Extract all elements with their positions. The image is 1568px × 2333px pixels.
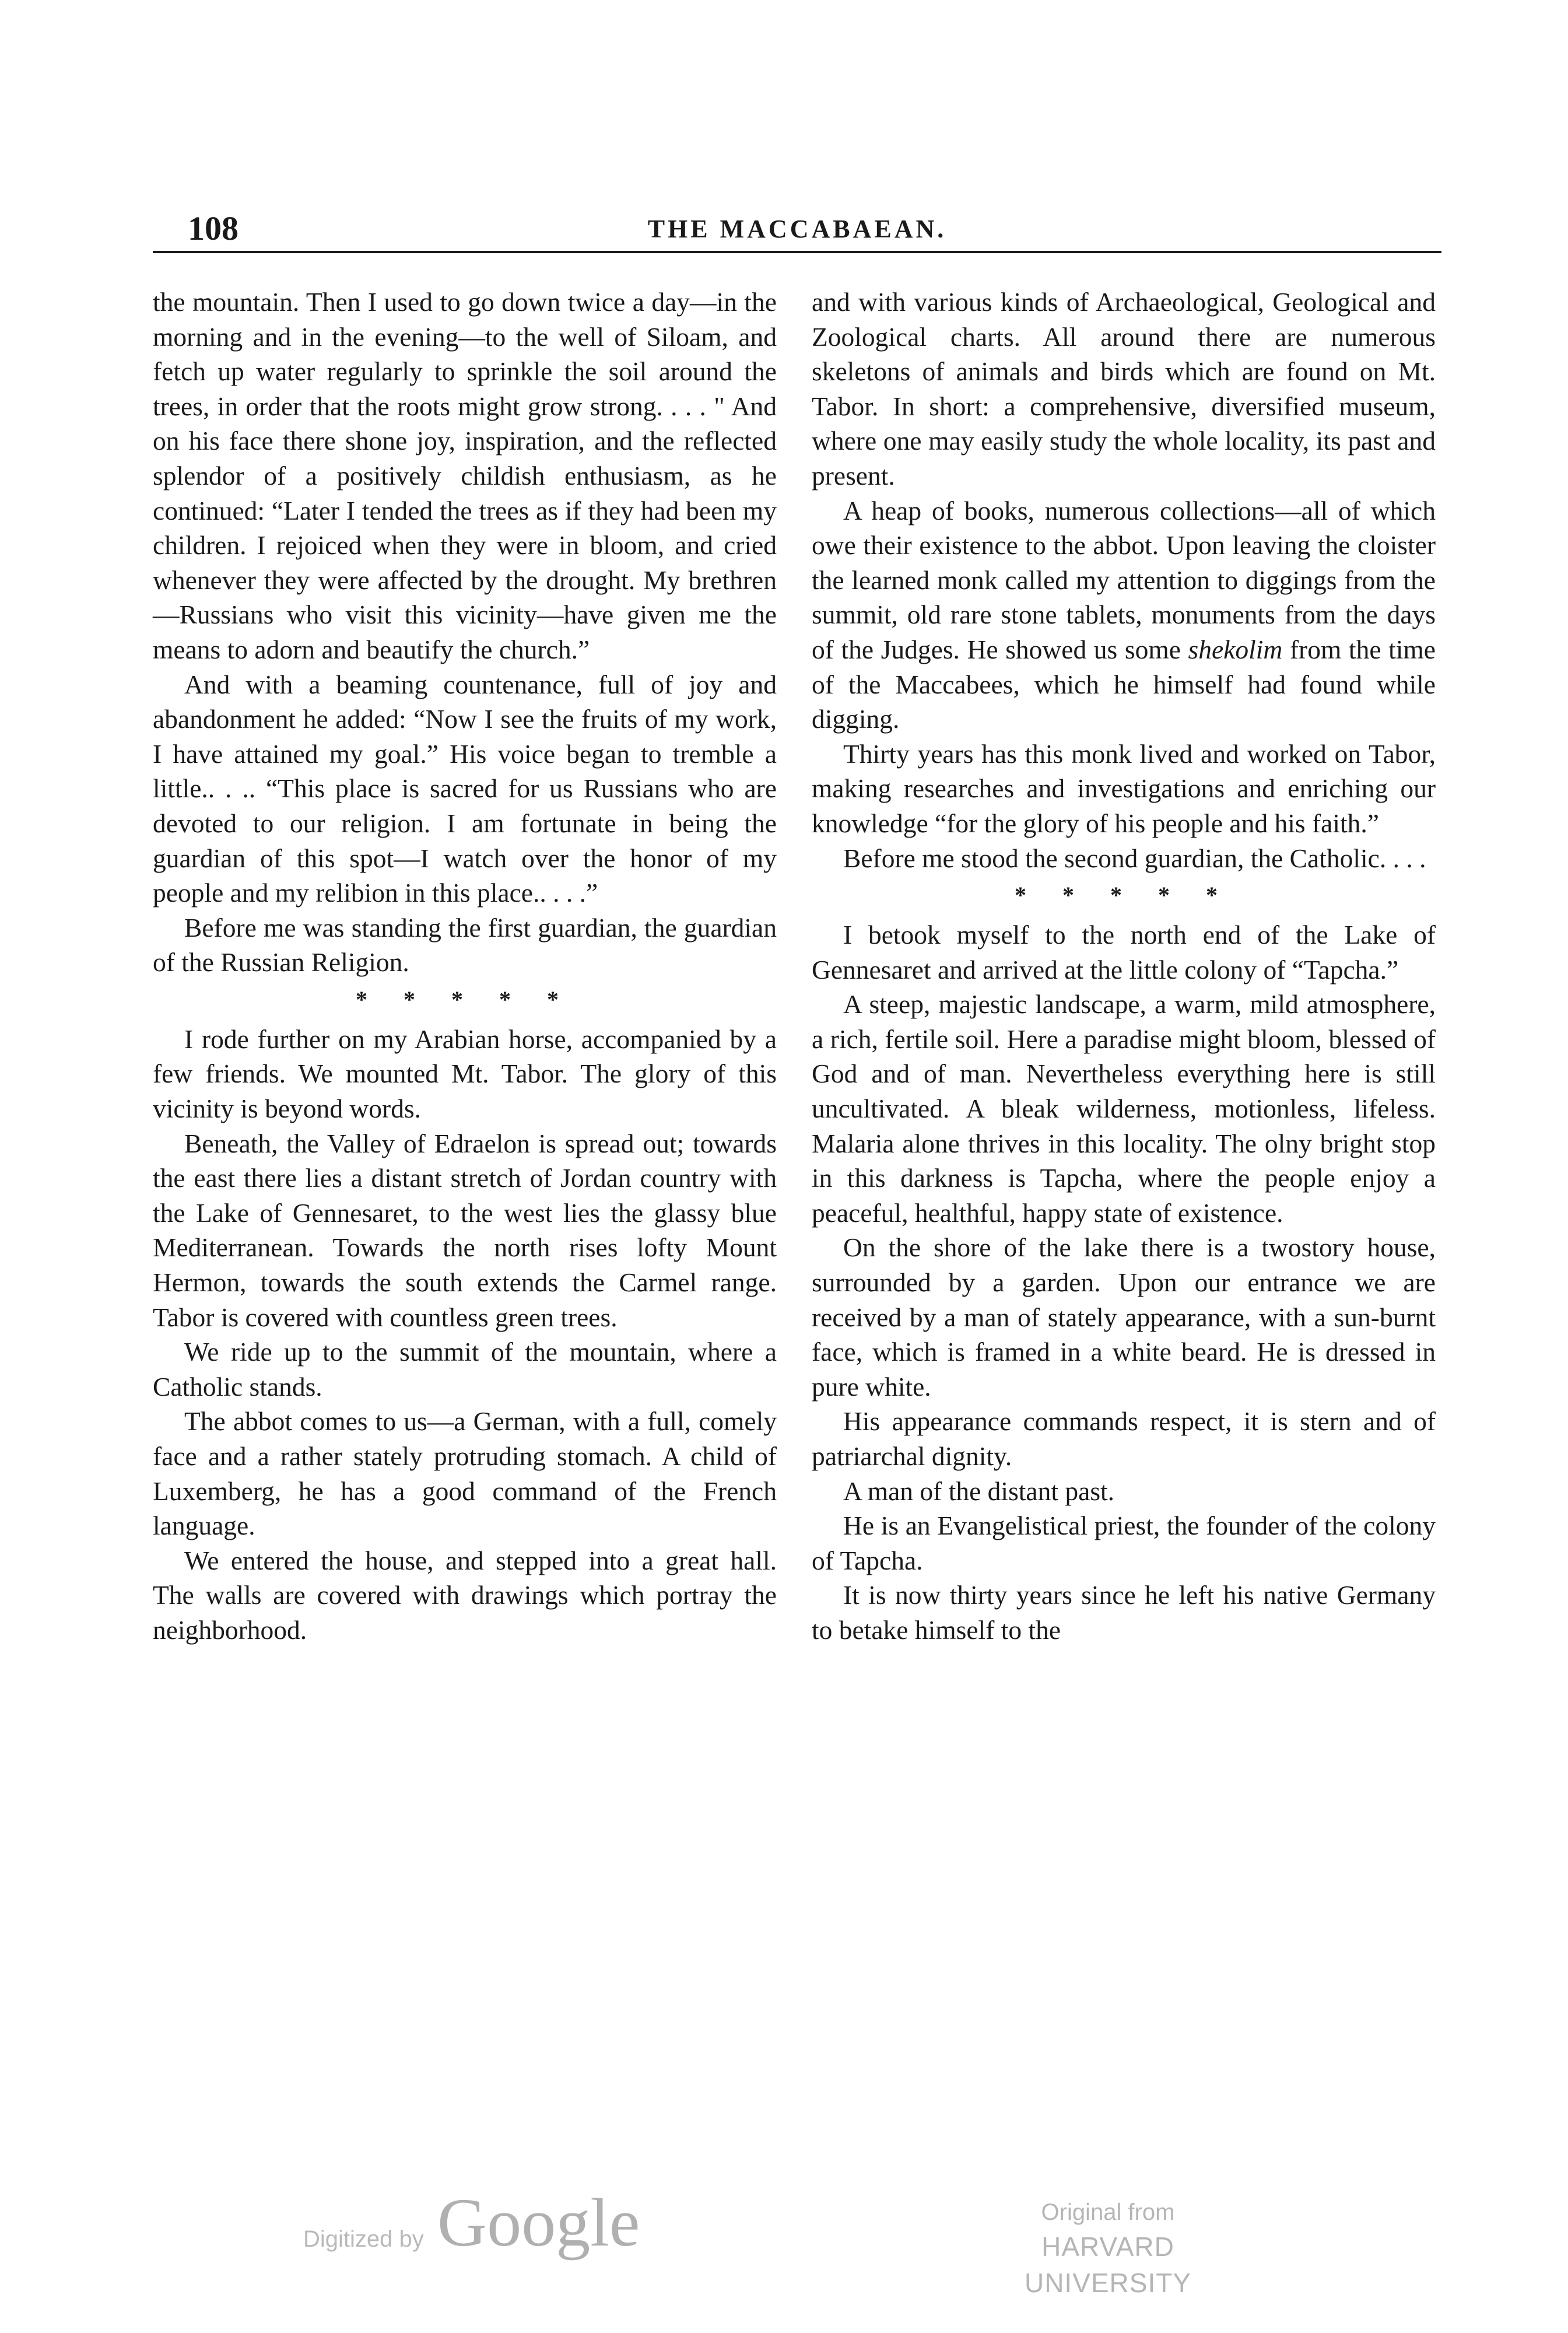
digitized-by-label: Digitized by (303, 2226, 424, 2252)
paragraph: Before me stood the second guardian, the Catholic. . . . (843, 843, 1426, 873)
paragraph: We entered the house, and stepped into a great hall. The walls are covered with drawings which portray the neighborhood. (153, 1545, 777, 1645)
paragraph: A man of the distant past. (843, 1476, 1115, 1506)
svg-text:Google: Google (437, 2184, 640, 2261)
paragraph: I betook myself to the north end of the Lake of Gennesaret and arrived at the little colony of “Tapcha.” (812, 920, 1436, 985)
paragraph: the mountain. Then I used to go down twice a day—in the morning and in the evening—to the well of Siloam, and fetch up water regularly to sprinkle the soil around the trees, in order that the roots might grow strong. . . . " And on his face there shone joy, inspiration, and the reflected splendor of a positively childish enthusiasm, as he continued: “Later I tended the trees as if they had been my children. I rejoiced when they were in bloom, and cried whenever they were affected by the drought. My brethren—Russians who visit this vicinity—have given me the means to adorn and beautify the church.” (153, 287, 777, 664)
paragraph: Before me was standing the first guardian, the guardian of the Russian Religion. (153, 912, 777, 978)
paragraph: Thirty years has this monk lived and worked on Tabor, making researches and investigations and enriching our knowledge “for the glory of his people and his faith.” (812, 738, 1436, 838)
paragraph: He is an Evangelistical priest, the founder of the colony of Tapcha. (812, 1511, 1436, 1575)
paragraph: Beneath, the Valley of Edraelon is spread out; towards the east there lies a distant stretch of Jordan country with the Lake of Gennesaret, to the west lies the glassy blue Mediterranean. Towards the north rises lofty Mount Hermon, towards the south extends the Carmel range. Tabor is covered with countless green trees. (153, 1128, 777, 1332)
section-break: * * * * * (356, 986, 574, 1013)
paragraph: It is now thirty years since he left his native Germany to betake himself to the (812, 1580, 1436, 1645)
institution-name: HARVARD UNIVERSITY (1024, 2232, 1192, 2298)
google-logo (437, 2184, 641, 2266)
paragraph: His appearance commands respect, it is stern and of patriarchal dignity. (812, 1406, 1436, 1471)
paragraph (812, 493, 1436, 737)
paragraph: We ride up to the summit of the mountain, where a Catholic stands. (153, 1337, 777, 1402)
page-number: 108 (188, 209, 238, 247)
page-header (153, 205, 1441, 252)
right-column (812, 285, 1436, 1648)
source-credit (956, 2196, 1260, 2301)
paragraph: and with various kinds of Archaeological, Geological and Zoological charts. All around there are numerous skeletons of animals and birds which are found on Mt. Tabor. In short: a comprehensive, diversified museum, where one may easily study the whole locality, its past and present. (812, 287, 1436, 491)
digitization-credit (303, 2184, 711, 2272)
original-from-label: Original from (1041, 2199, 1175, 2225)
left-column (153, 285, 777, 1648)
paragraph: On the shore of the lake there is a twostory house, surrounded by a garden. Upon our entrance we are received by a man of stately appearance, with a sun-burnt face, which is framed in a white beard. He is dressed in pure white. (812, 1232, 1436, 1402)
paragraph: And with a beaming countenance, full of joy and abandonment he added: “Now I see the fruits of my work, I have attained my goal.” His voice began to tremble a little.. . .. “This place is sacred for us Russians who are devoted to our religion. I am fortunate in being the guardian of this spot—I watch over the honor of my people and my relibion in this place.. . . .” (153, 669, 777, 908)
running-head: THE MACCABAEAN. (647, 215, 947, 243)
paragraph-text: from the time of the Maccabees, which he himself had found while digging. (812, 634, 1436, 734)
paragraph-text: A heap of books, numerous collections—all of which owe their existence to the abbot. Upon leaving the cloister the learned monk called my attention to diggings from the summit, old rare stone tablets, monuments from the days of the Judges. He showed us some (812, 495, 1436, 664)
section-break: * * * * * (1015, 882, 1233, 909)
paragraph: A steep, majestic landscape, a warm, mild atmosphere, a rich, fertile soil. Here a paradise might bloom, blessed of God and of man. Nevertheless everything here is still uncultivated. A bleak wilderness, motionless, lifeless. Malaria alone thrives in this locality. The olny bright stop in this darkness is Tapcha, where the people enjoy a peaceful, healthful, happy state of existence. (812, 989, 1436, 1228)
italic-term: shekolim (1188, 634, 1283, 664)
paragraph: I rode further on my Arabian horse, accompanied by a few friends. We mounted Mt. Tabor. The glory of this vicinity is beyond words. (153, 1024, 777, 1124)
paragraph: The abbot comes to us—a German, with a full, comely face and a rather stately protruding stomach. A child of Luxemberg, he has a good command of the French language. (153, 1406, 777, 1541)
header-rule (153, 251, 1441, 253)
